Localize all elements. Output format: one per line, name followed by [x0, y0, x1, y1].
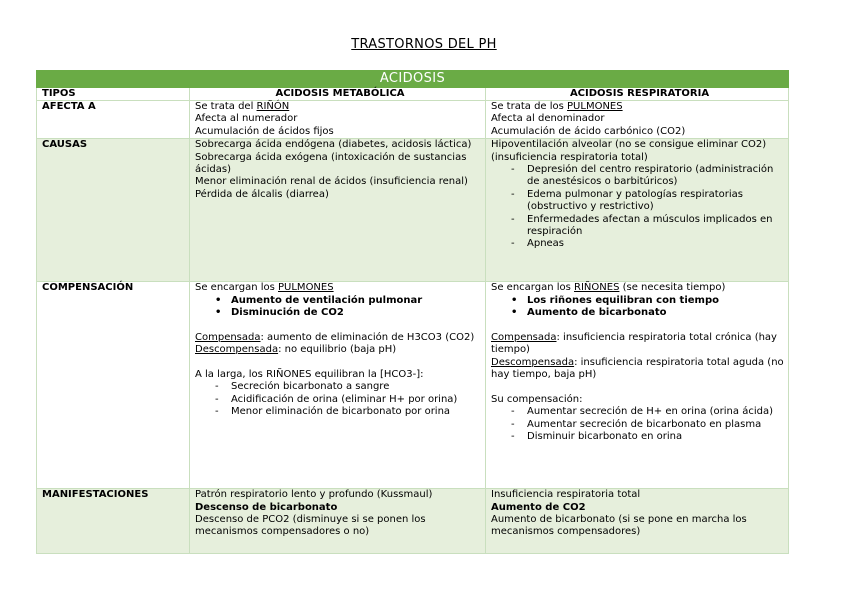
row-afecta	[37, 101, 789, 139]
compensacion-respiratoria	[486, 282, 789, 489]
causas-metabolica	[190, 139, 486, 282]
manif-resp-line3: Aumento de bicarbonato (si se pone en marcha los mecanismos compensadores)	[491, 514, 747, 538]
label-manifestaciones: MANIFESTACIONES	[37, 489, 190, 554]
comp-met-item: - Acidificación de orina (eliminar H+ por orina)	[195, 394, 485, 406]
comp-resp-descompensada-text: : insuficiencia respiratoria total aguda (no hay tiempo, baja pH)	[491, 356, 784, 381]
afecta-resp-text: Se trata de los	[491, 101, 568, 112]
afecta-met-organ: RIÑÓN	[256, 101, 290, 112]
header-tipos: TIPOS	[37, 88, 190, 101]
manif-resp-line2: Aumento de CO2	[491, 501, 586, 513]
header-metabolica: ACIDOSIS METABÓLICA	[190, 88, 486, 101]
afecta-resp-organ: PULMONES	[567, 101, 623, 112]
comp-met-item: - Menor eliminación de bicarbonato por orina	[195, 406, 485, 418]
comp-resp-compensada-text: : insuficiencia respiratoria total crónica (hay tiempo)	[491, 331, 777, 356]
acidosis-table	[36, 70, 789, 554]
causa-resp-item: - Edema pulmonar y patologías respiratorias (obstructivo y restrictivo)	[491, 189, 788, 214]
row-manifestaciones	[37, 489, 789, 554]
comp-met-bullet: • Disminución de CO2	[195, 307, 485, 319]
comp-met-compensada-label: Compensada	[195, 331, 261, 343]
causas-respiratoria	[486, 139, 789, 282]
causa-resp-item: - Apneas	[491, 238, 788, 250]
banner-row	[37, 71, 789, 88]
causa-resp-intro: Hipoventilación alveolar (no se consigue eliminar CO2) (insuficiencia respiratoria total)	[491, 139, 767, 163]
header-respiratoria: ACIDOSIS RESPIRATORIA	[486, 88, 789, 101]
comp-resp-item: - Aumentar secreción de bicarbonato en plasma	[491, 419, 788, 431]
manif-met-line3: Descenso de PCO2 (disminuye si se ponen los mecanismos compensadores o no)	[195, 514, 426, 538]
label-afecta: AFECTA A	[37, 101, 190, 139]
manifestaciones-metabolica	[190, 489, 486, 554]
row-compensacion	[37, 282, 789, 489]
comp-resp-item: - Aumentar secreción de H+ en orina (orina ácida)	[491, 406, 788, 418]
afecta-met-line3: Acumulación de ácidos fijos	[195, 125, 334, 137]
causa-met-item: Sobrecarga ácida endógena (diabetes, acidosis láctica)	[195, 139, 472, 151]
causa-resp-item: - Depresión del centro respiratorio (administración de anestésicos o barbitúricos)	[491, 164, 788, 189]
comp-resp-item: - Disminuir bicarbonato en orina	[491, 431, 788, 443]
manif-met-line2: Descenso de bicarbonato	[195, 501, 338, 513]
afecta-metabolica	[190, 101, 486, 139]
causa-met-item: Pérdida de álcalis (diarrea)	[195, 188, 329, 200]
comp-resp-bullet: • Los riñones equilibran con tiempo	[491, 295, 788, 307]
manif-met-line1: Patrón respiratorio lento y profundo (Kussmaul)	[195, 489, 433, 501]
comp-resp-su: Su compensación:	[491, 393, 583, 405]
label-compensacion: COMPENSACIÓN	[37, 282, 190, 489]
comp-met-intro: Se encargan los	[195, 282, 279, 294]
comp-resp-organ: RIÑONES	[574, 282, 620, 294]
comp-met-descompensada-text: : no equilibrio (baja pH)	[278, 344, 397, 356]
comp-resp-compensada-label: Compensada	[491, 331, 557, 343]
causa-met-item: Sobrecarga ácida exógena (intoxicación de sustancias ácidas)	[195, 151, 467, 176]
label-causas: CAUSAS	[37, 139, 190, 282]
comp-met-organ: PULMONES	[278, 282, 334, 294]
comp-met-item: - Secreción bicarbonato a sangre	[195, 381, 485, 393]
comp-resp-intro: Se encargan los	[491, 282, 575, 294]
comp-resp-intro-post: (se necesita tiempo)	[619, 282, 726, 294]
comp-resp-bullet: • Aumento de bicarbonato	[491, 307, 788, 319]
banner-acidosis: ACIDOSIS	[37, 71, 789, 88]
afecta-resp-line3: Acumulación de ácido carbónico (CO2)	[491, 125, 686, 137]
comp-met-compensada-text: : aumento de eliminación de H3CO3 (CO2)	[260, 331, 475, 343]
afecta-resp-line2: Afecta al denominador	[491, 113, 605, 125]
comp-met-bullet: • Aumento de ventilación pulmonar	[195, 295, 485, 307]
header-row	[37, 88, 789, 101]
comp-met-descompensada-label: Descompensada	[195, 344, 279, 356]
row-causas	[37, 139, 789, 282]
manifestaciones-respiratoria	[486, 489, 789, 554]
manif-resp-line1: Insuficiencia respiratoria total	[491, 489, 641, 501]
comp-met-larga: A la larga, los RIÑONES equilibran la [HCO3-]:	[195, 369, 424, 381]
document-title: TRASTORNOS DEL PH	[351, 37, 497, 52]
comp-resp-descompensada-label: Descompensada	[491, 356, 575, 368]
afecta-met-text: Se trata del	[195, 101, 257, 112]
compensacion-metabolica	[190, 282, 486, 489]
causa-met-item: Menor eliminación renal de ácidos (insuficiencia renal)	[195, 176, 468, 188]
afecta-met-line2: Afecta al numerador	[195, 113, 298, 125]
afecta-respiratoria	[486, 101, 789, 139]
causa-resp-item: - Enfermedades afectan a músculos implicados en respiración	[491, 214, 788, 239]
